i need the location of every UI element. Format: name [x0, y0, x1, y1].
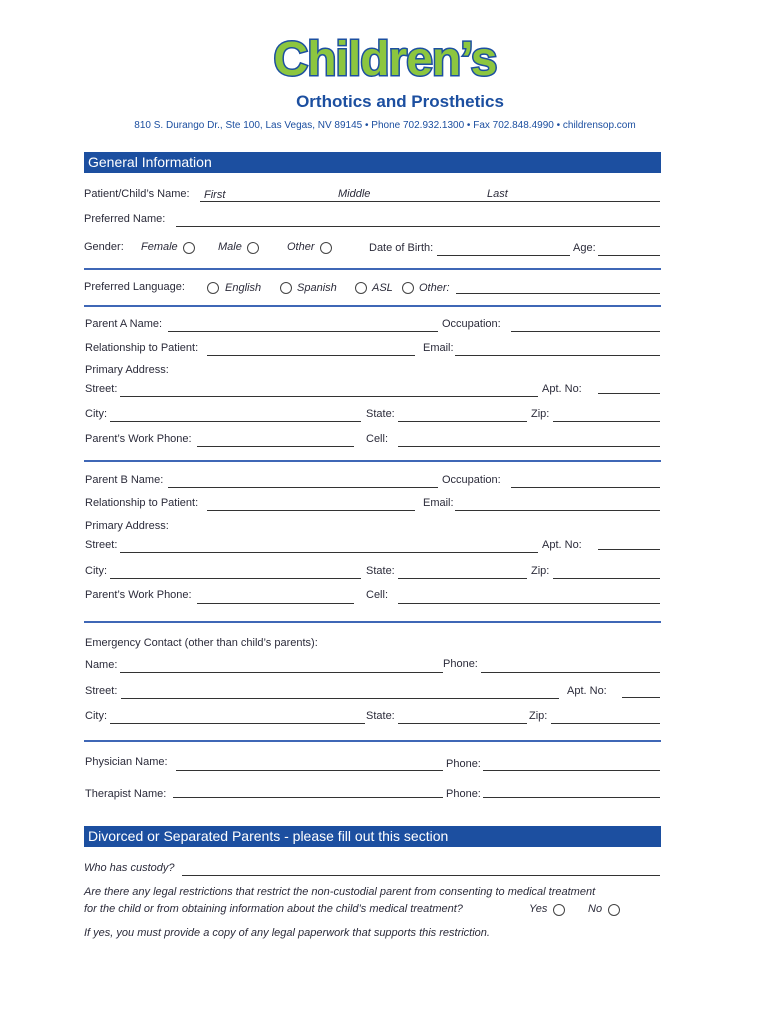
parent-b-work-phone-label: Parent’s Work Phone:: [85, 589, 192, 601]
parent-b-state-label: State:: [366, 565, 395, 577]
emergency-zip-field[interactable]: [551, 723, 660, 724]
physician-name-field[interactable]: [176, 770, 443, 771]
parent-b-state-field[interactable]: [398, 578, 527, 579]
language-english-radio[interactable]: [207, 282, 219, 294]
gender-male-label: Male: [218, 241, 242, 253]
preferred-name-field[interactable]: [176, 226, 660, 227]
restriction-question-line1: Are there any legal restrictions that restrict the non-custodial parent from consenting to medical treatment: [84, 886, 596, 898]
dob-label: Date of Birth:: [369, 242, 434, 254]
emergency-apt-field[interactable]: [622, 697, 660, 698]
parent-a-city-label: City:: [85, 408, 107, 420]
language-other-radio[interactable]: [402, 282, 414, 294]
parent-a-cell-field[interactable]: [398, 446, 660, 447]
physician-name-label: Physician Name:: [85, 756, 168, 768]
language-other-label: Other:: [419, 282, 450, 294]
parent-b-city-field[interactable]: [110, 578, 361, 579]
age-label: Age:: [573, 242, 596, 254]
parent-a-email-field[interactable]: [455, 355, 660, 356]
restriction-yes-radio[interactable]: [553, 904, 565, 916]
parent-a-zip-field[interactable]: [553, 421, 660, 422]
preferred-language-label: Preferred Language:: [84, 281, 185, 293]
therapist-name-field[interactable]: [173, 797, 443, 798]
gender-female-label: Female: [141, 241, 178, 253]
parent-a-state-field[interactable]: [398, 421, 527, 422]
parent-a-zip-label: Zip:: [531, 408, 550, 420]
parent-a-state-label: State:: [366, 408, 395, 420]
parent-a-occupation-field[interactable]: [511, 331, 660, 332]
emergency-name-field[interactable]: [120, 672, 443, 673]
divider: [84, 460, 661, 462]
logo-subtitle: Orthotics and Prosthetics: [296, 92, 504, 111]
divider: [84, 268, 661, 270]
gender-male-radio[interactable]: [247, 242, 259, 254]
gender-label: Gender:: [84, 241, 124, 253]
parent-b-apt-label: Apt. No:: [542, 539, 582, 551]
parent-b-street-label: Street:: [85, 539, 118, 551]
divider: [84, 740, 661, 742]
patient-name-label: Patient/Child’s Name:: [84, 188, 190, 200]
parent-b-apt-field[interactable]: [598, 549, 660, 550]
last-name-hint: Last: [487, 188, 508, 200]
emergency-phone-field[interactable]: [481, 672, 660, 673]
physician-phone-label: Phone:: [446, 758, 481, 770]
parent-a-email-label: Email:: [423, 342, 454, 354]
divider: [84, 621, 661, 623]
parent-b-primary-address-label: Primary Address:: [85, 520, 169, 532]
first-name-hint: First: [204, 189, 226, 201]
parent-b-work-phone-field[interactable]: [197, 603, 354, 604]
custody-field[interactable]: [182, 875, 660, 876]
contact-line: 810 S. Durango Dr., Ste 100, Las Vegas, NV 89145 • Phone 702.932.1300 • Fax 702.848.4990 • childrensop.com: [134, 120, 636, 131]
emergency-apt-label: Apt. No:: [567, 685, 607, 697]
parent-a-relationship-label: Relationship to Patient:: [85, 342, 199, 354]
emergency-phone-label: Phone:: [443, 658, 478, 670]
emergency-city-field[interactable]: [110, 723, 365, 724]
dob-field[interactable]: [437, 255, 570, 256]
language-other-field[interactable]: [456, 293, 660, 294]
gender-female-radio[interactable]: [183, 242, 195, 254]
parent-a-street-field[interactable]: [120, 396, 538, 397]
parent-b-zip-field[interactable]: [553, 578, 660, 579]
language-asl-label: ASL: [372, 282, 393, 294]
parent-a-work-phone-field[interactable]: [197, 446, 354, 447]
preferred-name-label: Preferred Name:: [84, 213, 166, 225]
parent-a-apt-field[interactable]: [598, 393, 660, 394]
restriction-note: If yes, you must provide a copy of any legal paperwork that supports this restriction.: [84, 927, 490, 939]
therapist-phone-label: Phone:: [446, 788, 481, 800]
parent-a-name-label: Parent A Name:: [85, 318, 163, 330]
middle-name-hint: Middle: [338, 188, 371, 200]
divider: [84, 305, 661, 307]
patient-name-field[interactable]: [200, 201, 660, 202]
parent-a-name-field[interactable]: [168, 331, 438, 332]
emergency-city-label: City:: [85, 710, 107, 722]
parent-b-name-field[interactable]: [168, 487, 438, 488]
section-divorced-parents: Divorced or Separated Parents - please fill out this section: [84, 826, 661, 847]
custody-label: Who has custody?: [84, 862, 175, 874]
parent-a-cell-label: Cell:: [366, 433, 389, 445]
therapist-phone-field[interactable]: [483, 797, 660, 798]
parent-b-cell-field[interactable]: [398, 603, 660, 604]
parent-a-relationship-field[interactable]: [207, 355, 415, 356]
physician-phone-field[interactable]: [483, 770, 660, 771]
language-spanish-radio[interactable]: [280, 282, 292, 294]
parent-b-zip-label: Zip:: [531, 565, 550, 577]
parent-b-email-field[interactable]: [455, 510, 660, 511]
parent-a-street-label: Street:: [85, 383, 118, 395]
age-field[interactable]: [598, 255, 660, 256]
parent-a-work-phone-label: Parent’s Work Phone:: [85, 433, 192, 445]
emergency-name-label: Name:: [85, 659, 118, 671]
restriction-yes-label: Yes: [529, 903, 548, 915]
language-asl-radio[interactable]: [355, 282, 367, 294]
parent-b-relationship-label: Relationship to Patient:: [85, 497, 199, 509]
parent-b-city-label: City:: [85, 565, 107, 577]
language-english-label: English: [225, 282, 262, 294]
section-general-information: General Information: [84, 152, 661, 173]
parent-b-occupation-label: Occupation:: [442, 474, 501, 486]
gender-other-radio[interactable]: [320, 242, 332, 254]
parent-b-occupation-field[interactable]: [511, 487, 660, 488]
emergency-street-field[interactable]: [121, 698, 559, 699]
emergency-header: Emergency Contact (other than child’s parents):: [85, 637, 318, 649]
parent-b-relationship-field[interactable]: [207, 510, 415, 511]
parent-b-name-label: Parent B Name:: [85, 474, 164, 486]
parent-a-apt-label: Apt. No:: [542, 383, 582, 395]
logo-title: Children’s: [273, 33, 497, 86]
restriction-no-label: No: [588, 903, 603, 915]
restriction-no-radio[interactable]: [608, 904, 620, 916]
parent-b-street-field[interactable]: [120, 552, 538, 553]
emergency-state-field[interactable]: [398, 723, 527, 724]
parent-b-cell-label: Cell:: [366, 589, 389, 601]
emergency-street-label: Street:: [85, 685, 118, 697]
parent-a-occupation-label: Occupation:: [442, 318, 501, 330]
gender-other-label: Other: [287, 241, 315, 253]
parent-a-city-field[interactable]: [110, 421, 361, 422]
language-spanish-label: Spanish: [297, 282, 337, 294]
parent-a-primary-address-label: Primary Address:: [85, 364, 169, 376]
emergency-zip-label: Zip:: [529, 710, 548, 722]
emergency-state-label: State:: [366, 710, 395, 722]
parent-b-email-label: Email:: [423, 497, 454, 509]
therapist-name-label: Therapist Name:: [85, 788, 167, 800]
restriction-question-line2: for the child or from obtaining information about the child’s medical treatment?: [84, 903, 463, 915]
